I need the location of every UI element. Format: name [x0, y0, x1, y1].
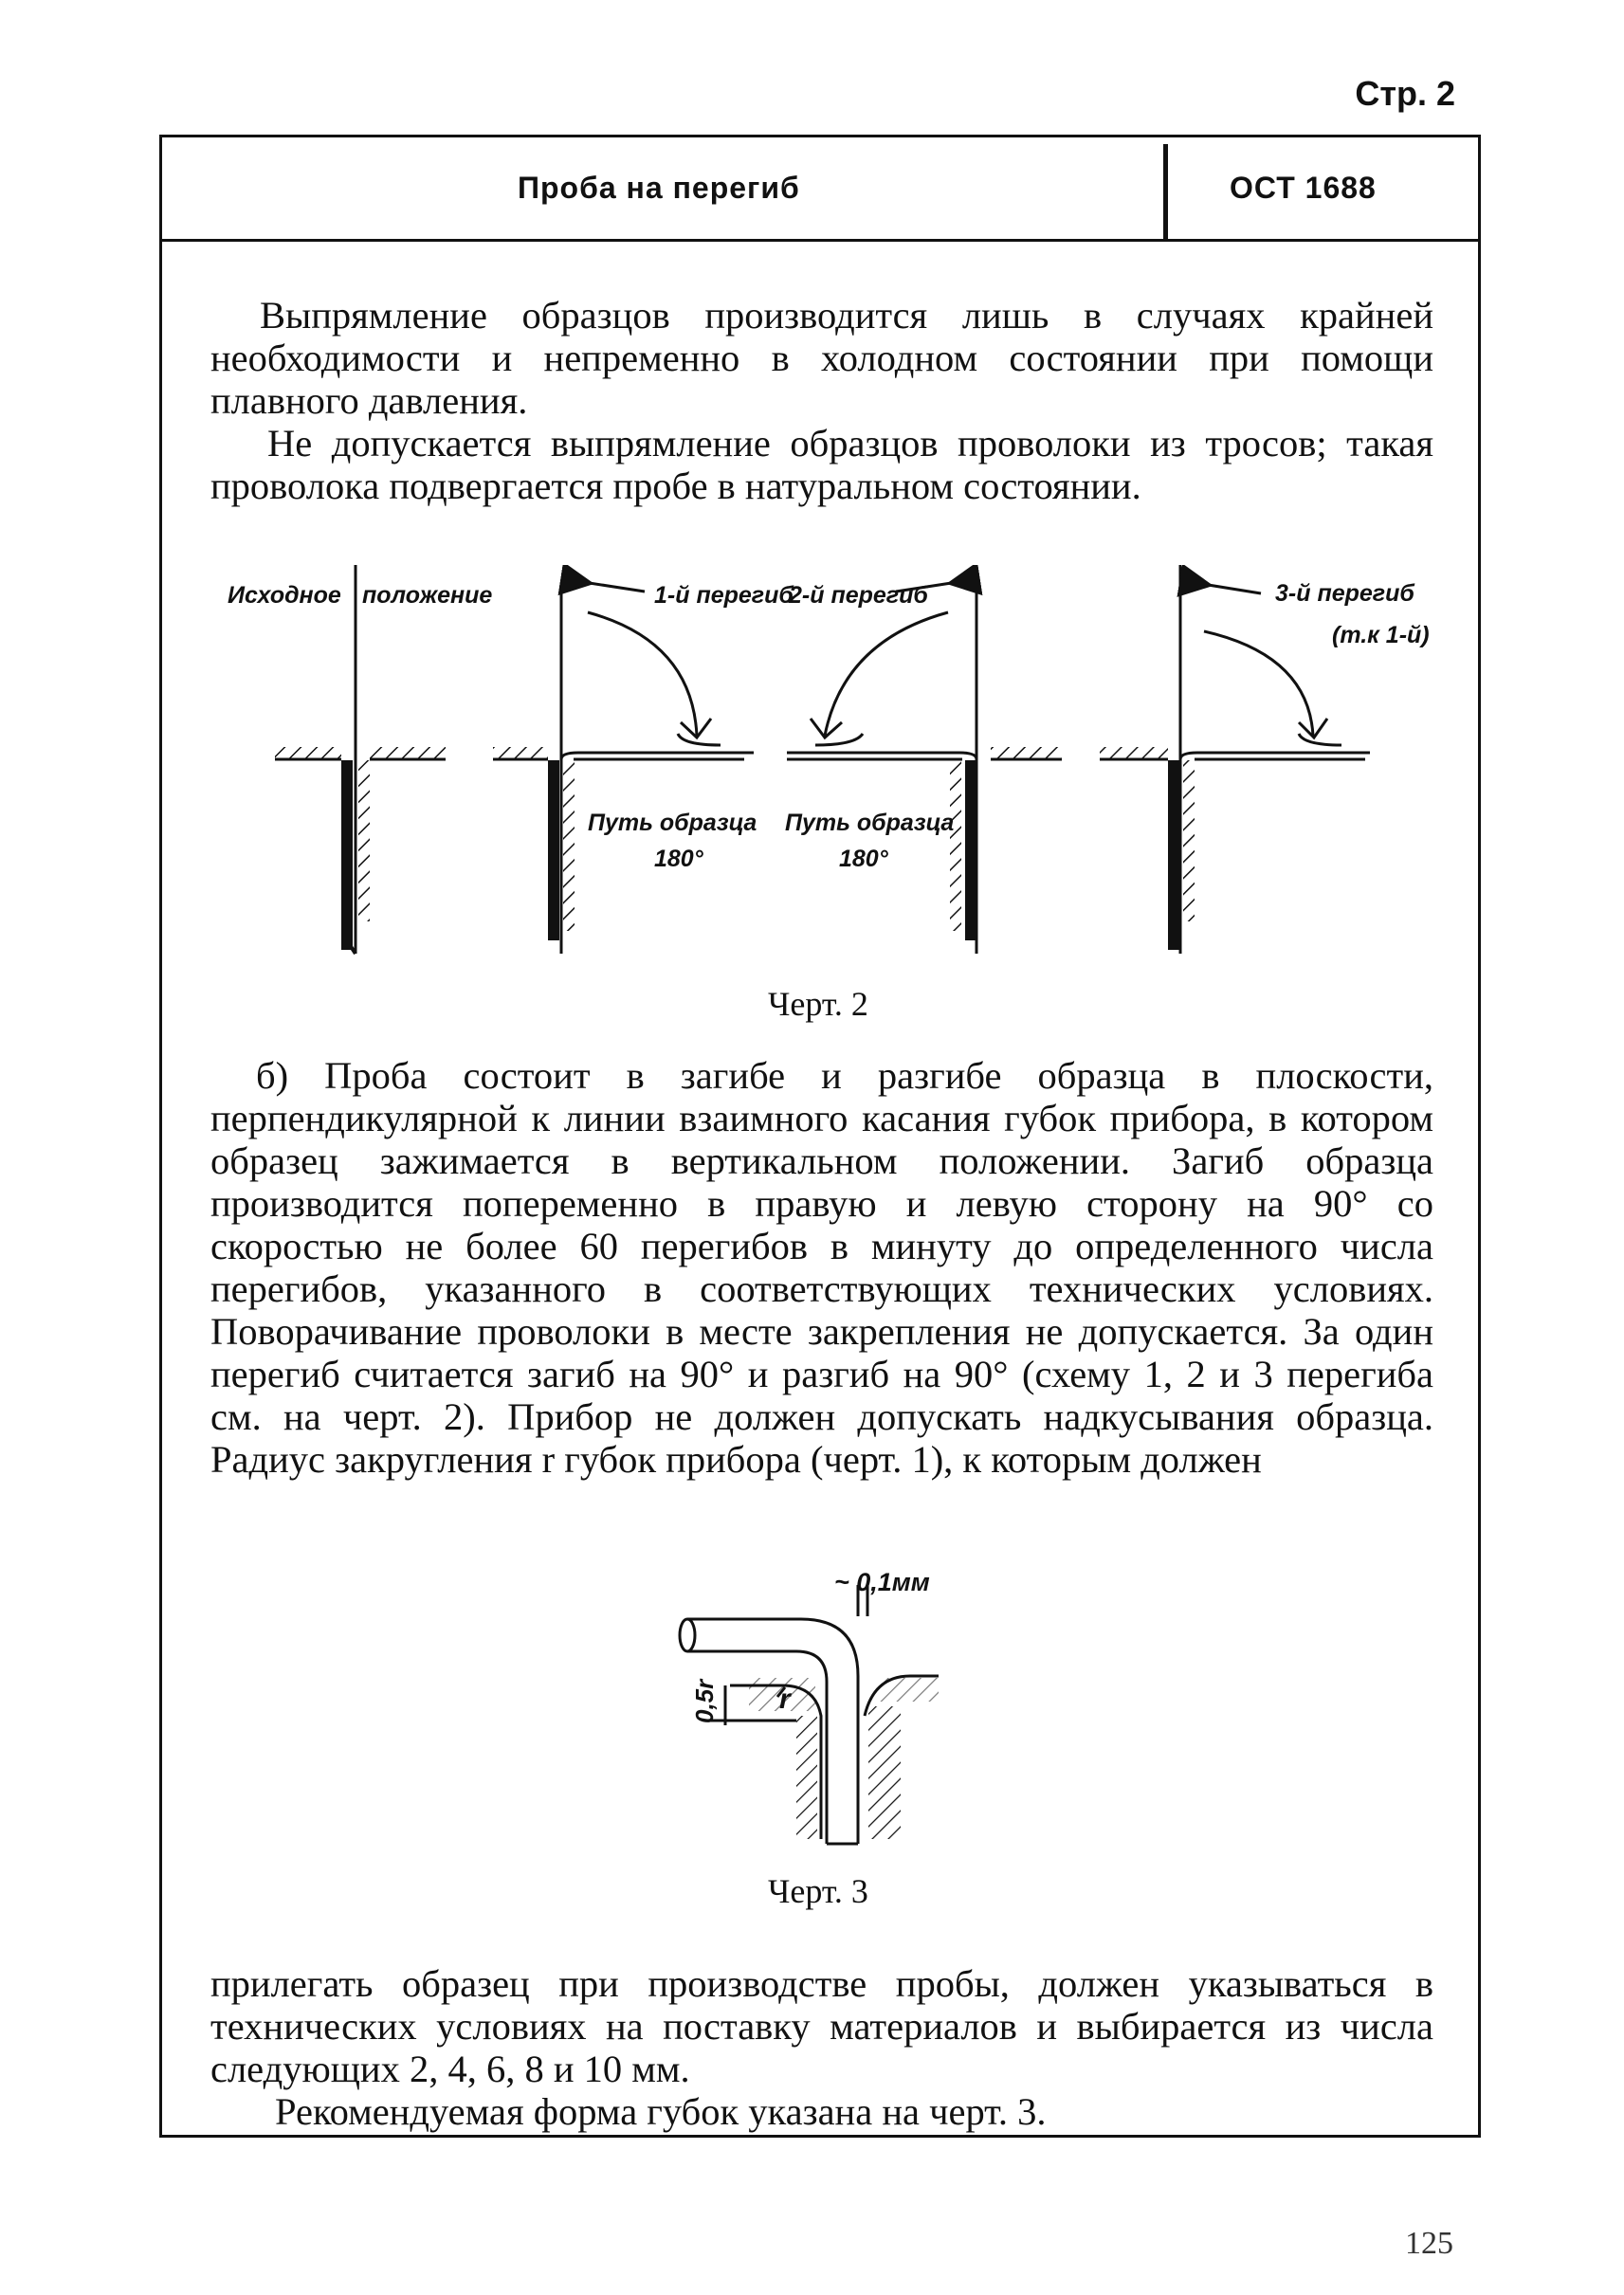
paragraph-radius-values: прилегать образец при производстве пробы, должен указываться в технических условиях на поставку материалов и выбирается из числа следующих 2, 4, 6, 8 и 10 мм. [210, 1962, 1433, 2090]
paragraph-straightening: Выпрямление образцов производится лишь в случаях крайней необходимости и непременно в холодном состоянии при помощи плавного давления. [210, 294, 1433, 422]
paragraph-rope-wire: Не допускается выпрямление образцов проволоки из тросов; такая проволока подвергается пробе в натуральном состоянии. [210, 422, 1433, 507]
label-gap: ~ 0,1мм [834, 1568, 930, 1596]
label-angle-left: 180° [654, 846, 703, 872]
label-path-left: Путь образца [588, 810, 757, 836]
paragraph-recommended-form: Рекомендуемая форма губок указана на черт. 3. [275, 2090, 1047, 2133]
page-number: 125 [1405, 2226, 1453, 2261]
footer-rule [159, 2135, 1481, 2138]
page-label: Стр. 2 [1355, 74, 1455, 113]
figure-2-caption: Черт. 2 [768, 985, 868, 1023]
label-bend-3: 3-й перегиб [1275, 580, 1414, 607]
label-initial-right: положение [362, 582, 493, 609]
header-divider [1163, 144, 1168, 239]
label-bend-3-note: (т.к 1-й) [1332, 622, 1430, 648]
label-angle-right: 180° [839, 846, 888, 872]
label-bend-2: 2-й перегиб [789, 582, 928, 609]
figure-3-caption: Черт. 3 [768, 1872, 868, 1910]
header-top-rule [159, 135, 1481, 137]
paragraph-test-procedure: б) Проба состоит в загибе и разгибе образца в плоскости, перпендикулярной к линии взаимного касания губок прибора, в котором образец зажимается в вертикальном положении. Загиб образца производится попеременно в правую и левую сторону на 90° со скоростью не более 60 перегибов в минуту до определенного числа перегибов, указанного в соответствующих технических условиях. Поворачивание проволоки в месте закрепления не допускается. За один перегиб считается загиб на 90° и разгиб на 90° (схему 1, 2 и 3 перегиба см. на черт. 2). Прибор не должен допускать надкусывания образца. Радиус закругления r губок прибора (черт. 1), к которым должен [210, 1054, 1433, 1481]
label-radius: r [779, 1684, 791, 1715]
figure-jaw-shape [664, 1564, 1014, 1858]
document-title: Проба на перегиб [518, 171, 800, 205]
header-bottom-rule [159, 239, 1481, 242]
standard-number: ОСТ 1688 [1230, 171, 1377, 205]
label-path-right: Путь образца [785, 810, 955, 836]
figure-bending-scheme [209, 565, 1441, 982]
label-initial-left: Исходное [228, 582, 341, 609]
label-half-radius: 0,5r [690, 1679, 719, 1723]
label-bend-1: 1-й перегиб [654, 582, 794, 609]
